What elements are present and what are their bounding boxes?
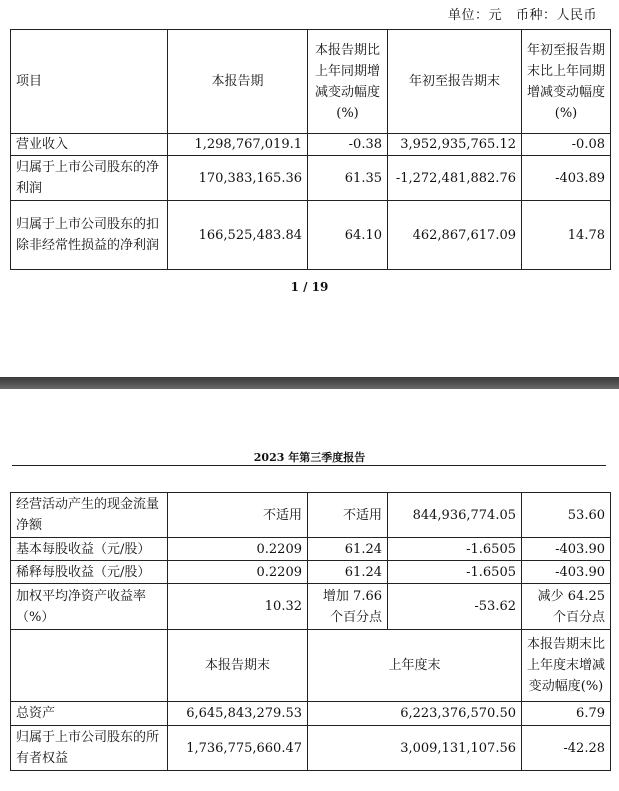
row-period-change: 增加 7.66 个百分点 bbox=[308, 584, 388, 630]
subheader-change: 本报告期末比上年度末增减变动幅度(%) bbox=[522, 630, 611, 702]
page-separator bbox=[0, 377, 619, 389]
table-row bbox=[11, 726, 611, 771]
table-row bbox=[11, 201, 611, 270]
table-row bbox=[11, 702, 611, 726]
row-period-change: 61.24 bbox=[308, 538, 388, 561]
row-ytd-change: -403.89 bbox=[522, 156, 611, 201]
row-period-end: 1,736,775,660.47 bbox=[168, 726, 308, 771]
currency-label: 币种： bbox=[515, 8, 557, 23]
table-row bbox=[11, 493, 611, 538]
row-item: 加权平均净资产收益率（%） bbox=[11, 584, 168, 630]
balance-header-row bbox=[11, 630, 611, 702]
header-item: 项目 bbox=[11, 30, 168, 134]
subheader-last-year-end: 上年度末 bbox=[308, 630, 522, 702]
row-ytd-change: -0.08 bbox=[522, 134, 611, 156]
row-period-change: -0.38 bbox=[308, 134, 388, 156]
report-page-1 bbox=[0, 0, 619, 377]
unit-value: 元 bbox=[488, 8, 503, 23]
subheader-blank bbox=[11, 630, 168, 702]
header-rule bbox=[12, 465, 606, 466]
report-page-2 bbox=[0, 389, 619, 791]
row-period-change: 64.10 bbox=[308, 201, 388, 270]
row-period: 不适用 bbox=[168, 493, 308, 538]
row-period-end: 6,645,843,279.53 bbox=[168, 702, 308, 726]
header-period-change: 本报告期比上年同期增减变动幅度(%) bbox=[308, 30, 388, 134]
row-period: 1,298,767,019.1 bbox=[168, 134, 308, 156]
key-financials-table-continued bbox=[10, 492, 611, 771]
header-ytd: 年初至报告期末 bbox=[388, 30, 522, 134]
row-ytd: 462,867,617.09 bbox=[388, 201, 522, 270]
row-item: 归属于上市公司股东的净利润 bbox=[11, 156, 168, 201]
row-ytd-change: 14.78 bbox=[522, 201, 611, 270]
report-title: 2023 年第三季度报告 bbox=[253, 451, 366, 464]
table-row bbox=[11, 538, 611, 561]
row-period: 170,383,165.36 bbox=[168, 156, 308, 201]
table-row bbox=[11, 561, 611, 584]
currency-value: 人民币 bbox=[556, 8, 597, 23]
row-period: 0.2209 bbox=[168, 538, 308, 561]
row-ytd-change: 减少 64.25 个百分点 bbox=[522, 584, 611, 630]
table-header-row bbox=[11, 30, 611, 134]
row-item: 经营活动产生的现金流量净额 bbox=[11, 493, 168, 538]
row-item: 归属于上市公司股东的扣除非经常性损益的净利润 bbox=[11, 201, 168, 270]
row-ytd: -1.6505 bbox=[388, 561, 522, 584]
row-item: 总资产 bbox=[11, 702, 168, 726]
row-item: 稀释每股收益（元/股） bbox=[11, 561, 168, 584]
row-ytd: -53.62 bbox=[388, 584, 522, 630]
subheader-period-end: 本报告期末 bbox=[168, 630, 308, 702]
row-change: -42.28 bbox=[522, 726, 611, 771]
row-ytd-change: 53.60 bbox=[522, 493, 611, 538]
row-period: 166,525,483.84 bbox=[168, 201, 308, 270]
header-ytd-change: 年初至报告期末比上年同期增减变动幅度(%) bbox=[522, 30, 611, 134]
row-ytd-change: -403.90 bbox=[522, 538, 611, 561]
row-change: 6.79 bbox=[522, 702, 611, 726]
row-ytd: 844,936,774.05 bbox=[388, 493, 522, 538]
row-ytd: -1.6505 bbox=[388, 538, 522, 561]
row-period-change: 61.24 bbox=[308, 561, 388, 584]
row-period-change: 不适用 bbox=[308, 493, 388, 538]
table-row bbox=[11, 584, 611, 630]
row-period: 0.2209 bbox=[168, 561, 308, 584]
row-last-year-end: 6,223,376,570.50 bbox=[308, 702, 522, 726]
unit-currency-line bbox=[448, 4, 597, 23]
header-period: 本报告期 bbox=[168, 30, 308, 134]
row-item: 归属于上市公司股东的所有者权益 bbox=[11, 726, 168, 771]
key-financials-table bbox=[10, 29, 611, 270]
table-row bbox=[11, 134, 611, 156]
table-row bbox=[11, 156, 611, 201]
row-period: 10.32 bbox=[168, 584, 308, 630]
row-ytd: 3,952,935,765.12 bbox=[388, 134, 522, 156]
row-ytd-change: -403.90 bbox=[522, 561, 611, 584]
row-period-change: 61.35 bbox=[308, 156, 388, 201]
row-item: 基本每股收益（元/股） bbox=[11, 538, 168, 561]
row-last-year-end: 3,009,131,107.56 bbox=[308, 726, 522, 771]
unit-label: 单位： bbox=[448, 8, 489, 23]
page-number: 1 / 19 bbox=[290, 280, 329, 294]
row-ytd: -1,272,481,882.76 bbox=[388, 156, 522, 201]
row-item: 营业收入 bbox=[11, 134, 168, 156]
